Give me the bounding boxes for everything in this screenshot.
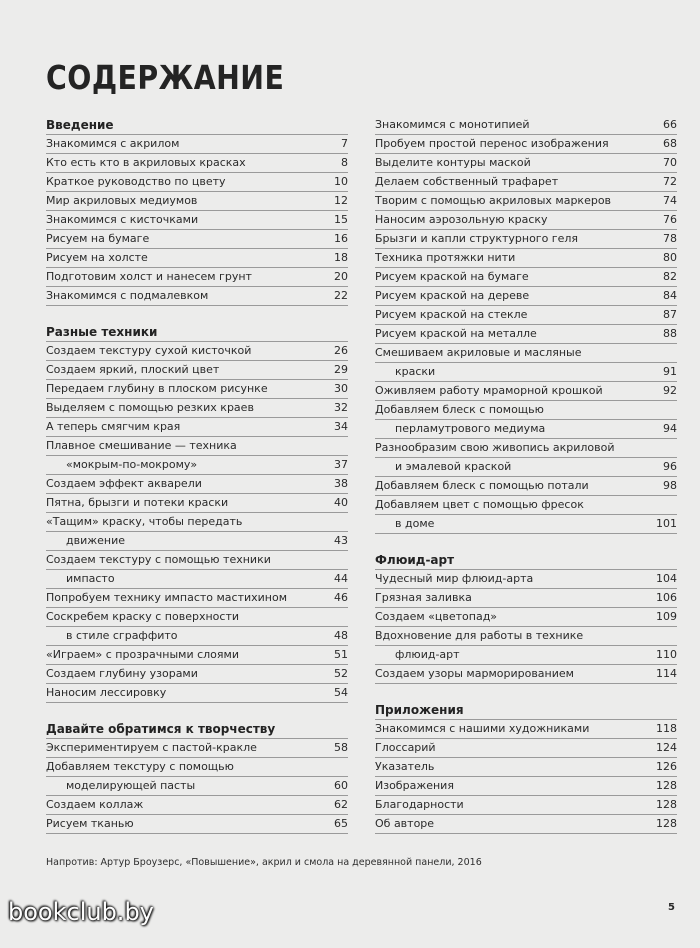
toc-entry-title: Создаем текстуру с помощью техники — [46, 553, 271, 566]
toc-entry — [46, 456, 348, 475]
toc-entry-title: Создаем эффект акварели — [46, 477, 202, 490]
toc-entry-title: Глоссарий — [375, 741, 436, 754]
toc-entry-title: Соскребем краску с поверхности — [46, 610, 239, 623]
toc-entry-title: Создаем «цветопад» — [375, 610, 498, 623]
toc-section — [375, 116, 677, 534]
toc-entry-title: движение — [66, 534, 126, 547]
toc-entry — [46, 665, 348, 684]
toc-entry — [46, 532, 348, 551]
toc-entry-title: Творим с помощью акриловых маркеров — [375, 194, 612, 207]
toc-entry-page: 126 — [656, 760, 677, 773]
toc-entry-title: Рисуем краской на стекле — [375, 308, 528, 321]
toc-entry — [46, 608, 348, 627]
toc-entry-page: 30 — [334, 382, 348, 395]
toc-entry — [46, 513, 348, 532]
toc-entry-title: в стиле сграффито — [66, 629, 178, 642]
toc-entry — [375, 116, 677, 135]
toc-entry — [46, 437, 348, 456]
toc-entry-title: Плавное смешивание — техника — [46, 439, 237, 452]
toc-entry-title: «Тащим» краску, чтобы передать — [46, 515, 243, 528]
toc-entry-title: Подготовим холст и нанесем грунт — [46, 270, 252, 283]
section-heading: Давайте обратимся к творчеству — [46, 720, 348, 739]
toc-entry-title: Знакомимся с акрилом — [46, 137, 180, 150]
toc-entry-title: Создаем коллаж — [46, 798, 144, 811]
toc-entry-title: Рисуем краской на дереве — [375, 289, 530, 302]
toc-entry — [46, 173, 348, 192]
toc-entry-page: 34 — [334, 420, 348, 433]
toc-entry-page: 65 — [334, 817, 348, 830]
toc-entry — [46, 589, 348, 608]
toc-entry-title: Чудесный мир флюид-арта — [375, 572, 534, 585]
toc-entry-title: «Играем» с прозрачными слоями — [46, 648, 239, 661]
toc-entry-page: 118 — [656, 722, 677, 735]
toc-entry-title: А теперь смягчим края — [46, 420, 181, 433]
page-title: СОДЕРЖАНИЕ — [46, 58, 285, 97]
toc-entry-page: 22 — [334, 289, 348, 302]
toc-entry-page: 48 — [334, 629, 348, 642]
toc-entry — [375, 477, 677, 496]
toc-entry-page: 128 — [656, 798, 677, 811]
toc-entry-page: 98 — [663, 479, 677, 492]
toc-entry-title: Пятна, брызги и потеки краски — [46, 496, 229, 509]
toc-entry-page: 101 — [656, 517, 677, 530]
toc-entry-title: Передаем глубину в плоском рисунке — [46, 382, 268, 395]
toc-entry-page: 78 — [663, 232, 677, 245]
toc-entry — [375, 211, 677, 230]
toc-entry — [46, 287, 348, 306]
page-number: 5 — [668, 902, 675, 913]
toc-entry-title: Мир акриловых медиумов — [46, 194, 198, 207]
toc-section — [46, 116, 348, 306]
toc-entry-title: Об авторе — [375, 817, 435, 830]
toc-right-column — [375, 116, 677, 851]
toc-entry — [375, 515, 677, 534]
toc-entry-title: Краткое руководство по цвету — [46, 175, 226, 188]
toc-entry — [375, 815, 677, 834]
toc-entry — [375, 401, 677, 420]
toc-entry-title: Делаем собственный трафарет — [375, 175, 559, 188]
toc-entry-title: импасто — [66, 572, 115, 585]
toc-entry-title: Рисуем на бумаге — [46, 232, 150, 245]
section-heading: Введение — [46, 116, 348, 135]
toc-entry-title: Разнообразим свою живопись акриловой — [375, 441, 615, 454]
toc-entry — [46, 739, 348, 758]
toc-entry — [375, 739, 677, 758]
toc-entry-page: 60 — [334, 779, 348, 792]
toc-entry-page: 110 — [656, 648, 677, 661]
toc-entry-title: Выделяем с помощью резких краев — [46, 401, 254, 414]
toc-entry-title: флюид-арт — [395, 648, 460, 661]
toc-entry-page: 114 — [656, 667, 677, 680]
toc-entry-page: 51 — [334, 648, 348, 661]
toc-entry — [46, 796, 348, 815]
toc-entry — [375, 249, 677, 268]
toc-entry-title: Создаем узоры марморированием — [375, 667, 574, 680]
toc-entry-page: 104 — [656, 572, 677, 585]
toc-entry-title: Знакомимся с кисточками — [46, 213, 199, 226]
toc-entry — [46, 475, 348, 494]
toc-entry-title: Техника протяжки нити — [375, 251, 516, 264]
toc-entry — [375, 589, 677, 608]
toc-entry-page: 87 — [663, 308, 677, 321]
toc-entry-page: 70 — [663, 156, 677, 169]
toc-entry — [375, 382, 677, 401]
toc-entry-page: 37 — [334, 458, 348, 471]
toc-entry-page: 40 — [334, 496, 348, 509]
toc-entry — [46, 758, 348, 777]
toc-entry-page: 12 — [334, 194, 348, 207]
toc-entry — [375, 496, 677, 515]
toc-entry — [46, 494, 348, 513]
toc-entry — [375, 665, 677, 684]
toc-entry-page: 124 — [656, 741, 677, 754]
toc-section — [375, 551, 677, 684]
toc-entry-title: Добавляем блеск с помощью потали — [375, 479, 589, 492]
toc-entry — [375, 230, 677, 249]
toc-entry — [375, 287, 677, 306]
toc-entry-title: Оживляем работу мраморной крошкой — [375, 384, 603, 397]
toc-entry — [375, 135, 677, 154]
toc-entry-page: 7 — [341, 137, 348, 150]
toc-entry-title: Наносим лессировку — [46, 686, 167, 699]
toc-entry-title: Рисуем на холсте — [46, 251, 148, 264]
toc-entry-page: 62 — [334, 798, 348, 811]
toc-entry-page: 44 — [334, 572, 348, 585]
toc-entry-title: моделирующей пасты — [66, 779, 196, 792]
toc-entry-page: 20 — [334, 270, 348, 283]
toc-entry — [375, 325, 677, 344]
toc-entry-page: 106 — [656, 591, 677, 604]
toc-entry-title: Вдохновение для работы в технике — [375, 629, 584, 642]
toc-entry-page: 46 — [334, 591, 348, 604]
watermark-logo: bookclub.by — [8, 898, 154, 926]
toc-entry-page: 96 — [663, 460, 677, 473]
toc-entry-page: 74 — [663, 194, 677, 207]
toc-entry-page: 54 — [334, 686, 348, 699]
toc-entry-page: 84 — [663, 289, 677, 302]
toc-entry-title: Создаем текстуру сухой кисточкой — [46, 344, 252, 357]
toc-entry-page: 29 — [334, 363, 348, 376]
toc-entry-page: 52 — [334, 667, 348, 680]
toc-entry-page: 88 — [663, 327, 677, 340]
toc-entry-page: 72 — [663, 175, 677, 188]
toc-entry-title: Брызги и капли структурного геля — [375, 232, 579, 245]
toc-entry — [46, 418, 348, 437]
toc-entry-page: 76 — [663, 213, 677, 226]
image-caption: Напротив: Артур Броузерс, «Повышение», акрил и смола на деревянной панели, 2016 — [46, 857, 482, 868]
toc-section — [375, 701, 677, 834]
toc-entry-title: Знакомимся с нашими художниками — [375, 722, 590, 735]
toc-section — [46, 720, 348, 834]
toc-entry — [375, 458, 677, 477]
section-heading: Разные техники — [46, 323, 348, 342]
toc-entry — [46, 230, 348, 249]
toc-entry-page: 91 — [663, 365, 677, 378]
toc-entry — [46, 268, 348, 287]
toc-entry-title: Изображения — [375, 779, 454, 792]
toc-entry-title: Выделите контуры маской — [375, 156, 531, 169]
toc-entry-page: 109 — [656, 610, 677, 623]
toc-entry-title: Смешиваем акриловые и масляные — [375, 346, 582, 359]
toc-entry — [46, 570, 348, 589]
toc-entry — [375, 306, 677, 325]
toc-entry — [375, 173, 677, 192]
toc-entry-title: Указатель — [375, 760, 435, 773]
section-heading: Приложения — [375, 701, 677, 720]
toc-entry — [46, 154, 348, 173]
toc-entry-title: Рисуем краской на бумаге — [375, 270, 529, 283]
toc-entry-title: Рисуем тканью — [46, 817, 134, 830]
toc-entry-title: Создаем глубину узорами — [46, 667, 198, 680]
toc-entry — [375, 154, 677, 173]
toc-entry — [375, 363, 677, 382]
toc-entry-title: краски — [395, 365, 436, 378]
toc-entry-page: 8 — [341, 156, 348, 169]
toc-entry-title: Наносим аэрозольную краску — [375, 213, 548, 226]
toc-entry — [375, 796, 677, 815]
toc-entry-page: 15 — [334, 213, 348, 226]
toc-entry — [375, 720, 677, 739]
toc-entry — [46, 815, 348, 834]
toc-entry-title: Благодарности — [375, 798, 464, 811]
toc-entry-page: 82 — [663, 270, 677, 283]
toc-entry — [375, 646, 677, 665]
toc-entry — [46, 249, 348, 268]
toc-entry-title: Знакомимся с подмалевком — [46, 289, 209, 302]
toc-entry — [46, 646, 348, 665]
toc-entry — [375, 777, 677, 796]
toc-entry — [375, 420, 677, 439]
toc-entry-page: 92 — [663, 384, 677, 397]
toc-entry-title: Экспериментируем с пастой-кракле — [46, 741, 257, 754]
toc-section — [46, 323, 348, 703]
toc-entry-page: 16 — [334, 232, 348, 245]
toc-entry-page: 38 — [334, 477, 348, 490]
toc-entry-title: Кто есть кто в акриловых красках — [46, 156, 246, 169]
toc-entry-title: «мокрым-по-мокрому» — [66, 458, 198, 471]
toc-entry-page: 43 — [334, 534, 348, 547]
toc-entry — [375, 344, 677, 363]
toc-entry-title: и эмалевой краской — [395, 460, 512, 473]
toc-entry — [375, 608, 677, 627]
toc-entry-page: 128 — [656, 817, 677, 830]
toc-entry — [46, 684, 348, 703]
toc-entry — [46, 342, 348, 361]
section-heading: Флюид-арт — [375, 551, 677, 570]
toc-entry — [375, 439, 677, 458]
toc-entry-title: Знакомимся с монотипией — [375, 118, 530, 131]
toc-entry-title: Добавляем блеск с помощью — [375, 403, 544, 416]
toc-entry-page: 18 — [334, 251, 348, 264]
toc-entry-page: 94 — [663, 422, 677, 435]
toc-entry-page: 26 — [334, 344, 348, 357]
toc-entry — [46, 399, 348, 418]
toc-entry — [375, 758, 677, 777]
toc-entry — [375, 192, 677, 211]
toc-entry — [46, 135, 348, 154]
toc-entry-page: 128 — [656, 779, 677, 792]
toc-entry-title: в доме — [395, 517, 435, 530]
toc-entry-page: 66 — [663, 118, 677, 131]
toc-entry — [46, 627, 348, 646]
toc-entry — [46, 361, 348, 380]
toc-entry-title: Пробуем простой перенос изображения — [375, 137, 609, 150]
toc-entry — [46, 551, 348, 570]
toc-entry — [46, 192, 348, 211]
toc-entry — [375, 268, 677, 287]
toc-entry-page: 58 — [334, 741, 348, 754]
toc-left-column — [46, 116, 348, 851]
toc-entry-page: 80 — [663, 251, 677, 264]
toc-entry — [46, 380, 348, 399]
toc-entry-title: перламутрового медиума — [395, 422, 546, 435]
toc-entry-page: 10 — [334, 175, 348, 188]
toc-entry-title: Добавляем цвет с помощью фресок — [375, 498, 584, 511]
toc-entry — [375, 570, 677, 589]
toc-entry-title: Добавляем текстуру с помощью — [46, 760, 234, 773]
toc-entry — [46, 211, 348, 230]
toc-entry — [46, 777, 348, 796]
toc-entry-title: Грязная заливка — [375, 591, 472, 604]
toc-entry-title: Рисуем краской на металле — [375, 327, 537, 340]
toc-entry-page: 68 — [663, 137, 677, 150]
toc-entry-title: Создаем яркий, плоский цвет — [46, 363, 220, 376]
toc-entry — [375, 627, 677, 646]
toc-entry-title: Попробуем технику импасто мастихином — [46, 591, 288, 604]
toc-entry-page: 32 — [334, 401, 348, 414]
